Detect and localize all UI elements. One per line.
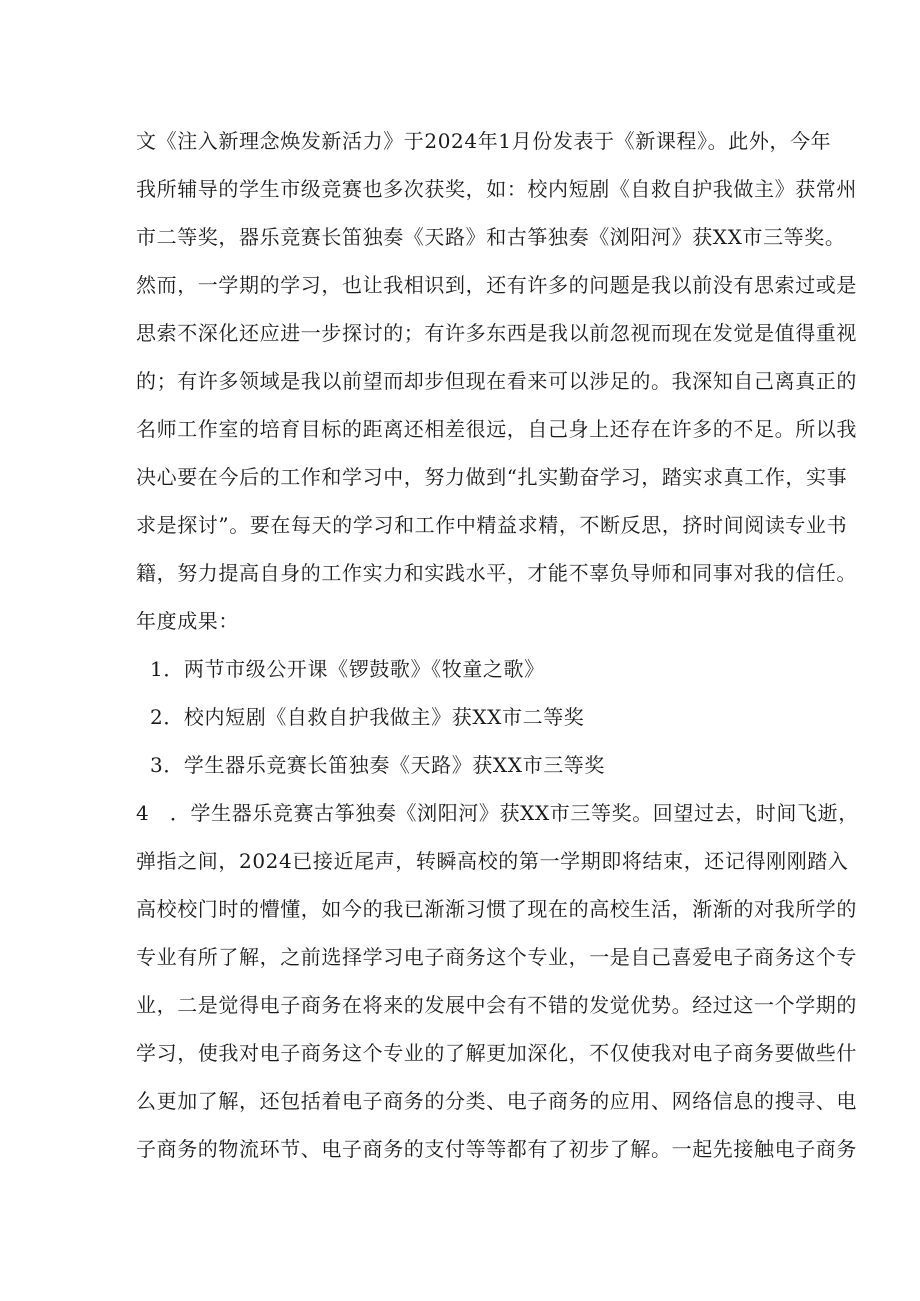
text-line: 名师工作室的培育目标的距离还相差很远，自己身上还存在许多的不足。所以我 xyxy=(136,417,857,441)
text-line: 子商务的物流环节、电子商务的支付等等都有了初步了解。一起先接触电子商务 xyxy=(136,1137,857,1161)
text-line: 学习，使我对电子商务这个专业的了解更加深化，不仅使我对电子商务要做些什 xyxy=(136,1041,857,1065)
text-line: 弹指之间，2024已接近尾声，转瞬高校的第一学期即将结束，还记得刚刚踏入 xyxy=(136,849,849,873)
section-heading: 年度成果： xyxy=(136,609,239,633)
text-line: 思索不深化还应进一步探讨的；有许多东西是我以前忽视而现在发觉是值得重视 xyxy=(136,321,857,345)
text-line: 求是探讨”。要在每天的学习和工作中精益求精，不断反思，挤时间阅读专业书 xyxy=(136,513,848,537)
text-line: 的；有许多领域是我以前望而却步但现在看来可以涉足的。我深知自己离真正的 xyxy=(136,369,857,393)
achievement-item: 2．校内短剧《自救自护我做主》获XX市二等奖 xyxy=(150,705,585,729)
text-line: 文《注入新理念焕发新活力》于2024年1月份发表于《新课程》。此外，今年 xyxy=(136,129,832,153)
text-line: 然而，一学期的学习，也让我相识到，还有许多的问题是我以前没有思索过或是 xyxy=(136,273,857,297)
text-line: 专业有所了解，之前选择学习电子商务这个专业，一是自己喜爱电子商务这个专 xyxy=(136,945,857,969)
achievement-item: 3．学生器乐竞赛长笛独奏《天路》获XX市三等奖 xyxy=(150,753,606,777)
text-line: 高校校门时的懵懂，如今的我已渐渐习惯了现在的高校生活，渐渐的对我所学的 xyxy=(136,897,857,921)
text-line: 决心要在今后的工作和学习中，努力做到“扎实勤奋学习，踏实求真工作，实事 xyxy=(136,465,848,489)
text-line: 市二等奖，器乐竞赛长笛独奏《天路》和古筝独奏《浏阳河》获XX市三等奖。 xyxy=(136,225,846,249)
text-line: 么更加了解，还包括着电子商务的分类、电子商务的应用、网络信息的搜寻、电 xyxy=(136,1089,857,1113)
text-line: 我所辅导的学生市级竞赛也多次获奖，如：校内短剧《自救自护我做主》获常州 xyxy=(136,177,857,201)
achievement-item: 1．两节市级公开课《锣鼓歌》《牧童之歌》 xyxy=(150,657,545,681)
text-line: 4 ．学生器乐竞赛古筝独奏《浏阳河》获XX市三等奖。回望过去，时间飞逝， xyxy=(136,801,859,825)
text-line: 籍，努力提高自身的工作实力和实践水平，才能不辜负导师和同事对我的信任。 xyxy=(136,561,857,585)
text-line: 业，二是觉得电子商务在将来的发展中会有不错的发觉优势。经过这一个学期的 xyxy=(136,993,857,1017)
